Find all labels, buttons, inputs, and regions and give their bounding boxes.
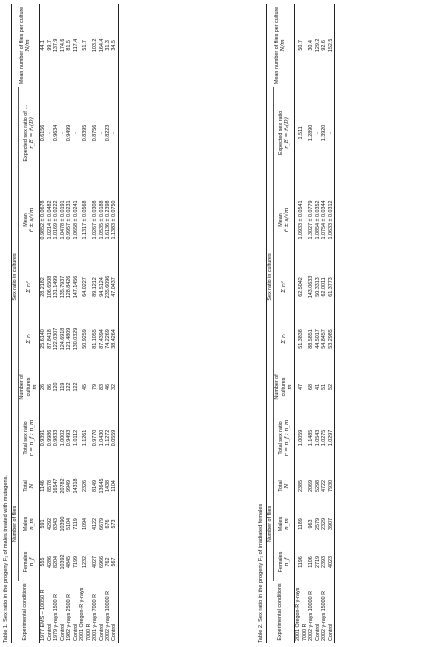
cell-sum-r: 54.8457 — [321, 329, 328, 349]
cell-sum-r2: 106.6508 — [46, 275, 53, 299]
header-expected: Expected sex ratio of … r_E = r̄₁(D) — [22, 104, 36, 162]
cell-mean: 1.6136 ± 0.2398 — [105, 200, 111, 240]
cell-cultures: 86 — [46, 383, 53, 390]
cell-cultures: 119 — [59, 382, 66, 392]
header-expected: Expected sex ratio r_E = r̄₂(D) — [277, 110, 291, 156]
cell-total-ratio: 1.0430 — [98, 429, 105, 447]
cell-cultures: 79 — [92, 383, 99, 390]
cell-cultures: 52 — [327, 383, 334, 390]
header-males: Males n_m — [277, 516, 291, 532]
header-conditions: Experimental conditions — [22, 583, 29, 641]
cell-total-ratio: 1.0002 — [59, 429, 66, 447]
cell-total: 1146 — [40, 480, 47, 492]
table-row — [111, 4, 118, 643]
cell-males: 1094 — [82, 518, 89, 530]
cell-expected: 0.8756 — [92, 124, 99, 142]
cell-males: 1189 — [298, 518, 305, 530]
cell-conditions: Control — [98, 623, 105, 641]
cell-cultures: 68 — [308, 383, 315, 390]
cell-expected: 0.9499 — [66, 124, 73, 142]
cell-total: 7930 — [327, 479, 334, 492]
cell-conditions: Control — [72, 623, 79, 641]
cell-sum-r: 88.5851 — [308, 329, 315, 349]
cell-sum-r2: 143.0633 — [308, 275, 315, 299]
cell-mean-flies: 164.4 — [98, 38, 105, 53]
table1 — [11, 4, 119, 643]
cell-sum-r2: 135.7937 — [59, 275, 66, 299]
cell-total: 2069 — [308, 479, 315, 492]
cell-males: 4122 — [92, 518, 99, 530]
header-sum-r2: Σ rᵢ² — [25, 281, 32, 293]
cell-males: 573 — [111, 519, 118, 529]
cell-expected: - — [72, 132, 79, 134]
cell-mean-flies: 44.1 — [40, 40, 47, 51]
cell-conditions: Control — [314, 623, 321, 641]
cell-sum-r: 124.6918 — [59, 327, 66, 351]
cell-conditions: 2001 Oregon-R γ-rays 7000 R — [79, 587, 92, 641]
cell-total-ratio: 1.1485 — [308, 429, 315, 447]
header-number-of-flies: Number of flies — [12, 467, 19, 581]
cell-females: 8204 — [53, 556, 60, 568]
cell-conditions: 1977 EMS – 10050 R — [40, 589, 47, 641]
cell-conditions: 1979 γ-rays 1500 R — [53, 593, 60, 641]
cell-mean: 1.3027 ± 0.0779 — [308, 200, 315, 240]
table2 — [266, 4, 335, 643]
cell-males: 7119 — [72, 518, 79, 530]
cell-sum-r2: 89.1212 — [92, 277, 99, 297]
cell-total: 20782 — [59, 478, 66, 494]
cell-total-ratio: 1.1261 — [82, 429, 89, 447]
cell-sum-r2: 235.6096 — [105, 275, 111, 299]
cell-females: 2719 — [314, 556, 321, 568]
cell-mean: 1.0478 ± 0.0191 — [59, 200, 66, 240]
cell-mean-flies: 117.4 — [72, 38, 79, 52]
cell-mean: 1.0754 ± 0.0344 — [321, 200, 328, 240]
table-row — [79, 4, 92, 643]
table-row — [328, 4, 335, 643]
cell-expected: - — [111, 132, 118, 134]
cell-males: 8343 — [53, 518, 60, 530]
cell-cultures: 122 — [66, 382, 73, 392]
cell-expected: 0.9634 — [53, 124, 60, 142]
cell-conditions: 2002 γ-rays 10000 R — [308, 590, 315, 641]
cell-total: 14318 — [72, 478, 79, 494]
cell-sum-r: 122.0307 — [53, 327, 60, 351]
cell-males: 5104 — [66, 518, 73, 530]
cell-males: 6679 — [98, 518, 105, 530]
cell-sum-r2: 47.0437 — [111, 277, 118, 297]
cell-conditions: 2002 γ-rays 10000 R — [105, 590, 111, 641]
cell-sum-r2: 147.1456 — [72, 275, 79, 299]
cell-expected: 0.6156 — [40, 124, 47, 142]
cell-cultures: 83 — [98, 383, 105, 390]
cell-total-ratio: 1.0297 — [327, 429, 334, 447]
cell-males: 4292 — [46, 518, 53, 530]
cell-mean: 1.0214 ± 0.0482 — [46, 200, 53, 240]
cell-expected: 0.8223 — [105, 124, 111, 142]
cell-females: 1232 — [82, 556, 89, 568]
cell-mean: 1.0658 ± 0.0241 — [72, 200, 79, 240]
cell-total: 2326 — [82, 479, 89, 492]
table-row — [295, 4, 308, 643]
cell-total-ratio: 0.9986 — [46, 429, 53, 447]
cell-males: 591 — [40, 519, 47, 529]
cell-sum-r: 74.2269 — [105, 329, 111, 349]
cell-total-ratio: 0.0559 — [111, 429, 118, 447]
table2-body — [295, 4, 335, 643]
cell-total: 5298 — [314, 479, 321, 492]
cell-cultures: 26 — [40, 383, 47, 390]
header-mean: Mean r̄ ± s/√m — [277, 207, 291, 233]
cell-expected: 1.511 — [298, 126, 305, 140]
cell-conditions: Control — [59, 623, 66, 641]
header-sum-r2: Σ rᵢ² — [280, 281, 287, 293]
cell-total: 8149 — [92, 479, 99, 492]
cell-conditions: 1982 γ-rays 2500 R — [66, 593, 73, 641]
cell-total-ratio: 1.1272 — [105, 429, 111, 447]
cell-mean-flies: 31.3 — [105, 40, 111, 51]
cell-sum-r2: 128.8426 — [66, 275, 73, 299]
table1-body — [40, 4, 119, 643]
cell-males: 676 — [105, 519, 111, 529]
cell-females: 4286 — [46, 556, 53, 568]
cell-total: 16547 — [53, 478, 60, 494]
header-mean-flies: Mean number of flies per culture N/m — [273, 6, 287, 85]
cell-expected: - — [59, 132, 66, 134]
cell-mean-flies: 81.5 — [66, 40, 73, 51]
cell-males: 3907 — [327, 518, 334, 530]
cell-mean: 1.1383 ± 0.0750 — [111, 200, 118, 240]
header-sex-ratio-group: Sex ratio in cultures — [12, 87, 19, 467]
cell-cultures: 47 — [298, 383, 305, 390]
cell-total: 8578 — [46, 479, 53, 492]
header-sum-r: Σ rᵢ — [280, 334, 287, 344]
cell-mean: 1.0933 ± 0.0541 — [298, 200, 305, 240]
cell-expected: 1.3920 — [321, 124, 328, 142]
header-mean: Mean r̄ ± s/√m — [22, 207, 36, 233]
cell-males: 10390 — [59, 516, 66, 532]
cell-sum-r2: 62.0011 — [321, 277, 328, 297]
cell-females: 4845 — [66, 556, 73, 568]
cell-mean-flies: 50.7 — [298, 40, 305, 51]
cell-females: 1106 — [308, 556, 315, 568]
cell-expected: - — [327, 132, 334, 134]
cell-sum-r: 81.1055 — [92, 329, 99, 349]
cell-conditions: 2001 γ-rays 7000 R — [92, 593, 99, 641]
cell-mean-flies: 51.7 — [82, 40, 89, 51]
cell-cultures: 51 — [321, 383, 328, 390]
cell-conditions: 2002 γ-rays 15000 R — [321, 590, 328, 641]
header-females: Females n_f — [277, 551, 291, 573]
header-cultures: Number of cultures m — [19, 374, 39, 400]
cell-mean: 1.1317 ± 0.0568 — [82, 200, 89, 240]
cell-mean-flies: 152.5 — [327, 38, 334, 53]
header-total-ratio: Total sex ratio r = n_f : n_m — [277, 419, 291, 457]
cell-females: 762 — [105, 557, 111, 567]
cell-total: 13645 — [98, 478, 105, 494]
cell-males: 963 — [308, 519, 315, 529]
cell-mean-flies: 174.6 — [59, 38, 66, 53]
cell-sum-r: 87.4394 — [98, 329, 105, 349]
cell-expected: 0.8395 — [82, 124, 89, 142]
cell-mean: 0.9957 ± 0.0231 — [66, 200, 73, 240]
cell-mean-flies: 30.4 — [308, 40, 315, 51]
cell-mean: 1.0535 ± 0.0188 — [98, 200, 105, 240]
cell-mean: 1.0854 ± 0.0352 — [314, 200, 321, 240]
cell-sum-r2: 131.1499 — [53, 275, 60, 299]
cell-sum-r: 38.4264 — [111, 329, 118, 349]
header-cultures: Number of cultures m — [274, 374, 294, 400]
cell-expected: - — [98, 132, 105, 134]
cell-mean-flies: 103.2 — [92, 38, 99, 53]
cell-total-ratio: 1.0543 — [314, 429, 321, 447]
cell-total: 2385 — [298, 479, 305, 492]
cell-mean: 1.0267 ± 0.0308 — [92, 200, 99, 240]
cell-expected: 1.2890 — [308, 124, 315, 142]
cell-sum-r: 51.3838 — [298, 329, 305, 349]
cell-cultures: 120 — [53, 382, 60, 392]
cell-sum-r: 25.6140 — [40, 329, 47, 349]
cell-mean-flies: 92.6 — [321, 40, 328, 51]
header-total-ratio: Total sex ratio r = n_f : n_m — [22, 419, 36, 457]
cell-total: 1438 — [105, 479, 111, 492]
cell-mean: 1.0633 ± 0.0312 — [327, 200, 334, 240]
cell-mean-flies: 137.9 — [53, 38, 60, 53]
header-total: Total N — [22, 480, 36, 492]
cell-conditions: Control — [111, 623, 118, 641]
header-mean-flies: Mean number of flies per culture N/m — [18, 6, 32, 85]
cell-sum-r: 44.5017 — [314, 329, 321, 349]
cell-conditions: 2001 Oregon-R γ-rays 7000 R — [295, 587, 308, 641]
cell-sum-r: 53.2985 — [327, 329, 334, 349]
cell-mean: 1.0169 ± 0.0222 — [53, 200, 60, 240]
cell-mean: 0.9852 ± 0.0678 — [40, 200, 47, 240]
cell-total-ratio: 0.9391 — [40, 429, 47, 447]
cell-conditions: Control — [327, 623, 334, 641]
cell-females: 4023 — [327, 556, 334, 568]
cell-females: 10392 — [59, 554, 66, 570]
cell-sum-r2: 64.0227 — [82, 277, 89, 297]
cell-cultures: 122 — [72, 382, 79, 392]
cell-sum-r2: 28.2182 — [40, 277, 47, 297]
cell-sum-r2: 94.5124 — [98, 277, 105, 297]
cell-females: 2393 — [321, 556, 328, 568]
cell-females: 7199 — [72, 556, 79, 568]
cell-sum-r: 121.4809 — [66, 327, 73, 351]
cell-sum-r: 130.0329 — [72, 327, 79, 351]
cell-cultures: 32 — [111, 383, 118, 390]
cell-sum-r2: 50.3313 — [314, 277, 321, 297]
cell-mean-flies: 99.7 — [46, 40, 53, 51]
cell-sum-r2: 61.3773 — [327, 277, 334, 297]
header-females: Females n_f — [22, 551, 36, 573]
header-sex-ratio-group: Sex ratio in cultures — [267, 87, 274, 467]
cell-mean-flies: 129.2 — [314, 38, 321, 53]
cell-females: 6966 — [98, 556, 105, 568]
cell-females: 555 — [40, 557, 47, 567]
cell-males: 2579 — [314, 518, 321, 530]
cell-total-ratio: 0.9770 — [92, 429, 99, 447]
cell-total-ratio: 1.0112 — [72, 429, 79, 447]
cell-expected: - — [314, 132, 321, 134]
cell-sum-r: 50.9259 — [82, 329, 89, 349]
table2-caption: Table 2. Sex ratio in the progeny F₁ of irradiated females — [258, 503, 264, 643]
cell-total-ratio: 0.9493 — [66, 429, 73, 447]
header-conditions: Experimental conditions — [277, 583, 284, 641]
cell-mean-flies: 34.5 — [111, 40, 118, 51]
cell-females: 1196 — [298, 556, 305, 568]
cell-total: 1104 — [111, 480, 118, 492]
header-males: Males n_m — [22, 516, 36, 532]
cell-cultures: 46 — [105, 383, 111, 390]
cell-conditions: Control — [46, 623, 53, 641]
cell-total: 9949 — [66, 479, 73, 492]
cell-sum-r2: 62.5042 — [298, 277, 305, 297]
cell-females: 567 — [111, 557, 118, 567]
header-number-of-flies: Number of flies — [267, 467, 274, 581]
cell-cultures: 41 — [314, 383, 321, 390]
cell-total-ratio: 1.0275 — [321, 429, 328, 447]
table-row — [40, 4, 47, 643]
cell-total: 4722 — [321, 479, 328, 492]
cell-total-ratio: 1.0059 — [298, 429, 305, 447]
cell-expected: - — [46, 132, 53, 134]
header-total: Total N — [277, 480, 291, 492]
cell-total-ratio: 0.9833 — [53, 429, 60, 447]
header-sum-r: Σ rᵢ — [25, 334, 32, 344]
cell-males: 2329 — [321, 518, 328, 530]
cell-females: 4027 — [92, 556, 99, 568]
cell-cultures: 45 — [82, 383, 89, 390]
cell-sum-r: 87.8418 — [46, 329, 53, 349]
table1-caption: Table 1. Sex ratio in the progeny F₁ of males treated with mutagens. — [3, 475, 9, 643]
